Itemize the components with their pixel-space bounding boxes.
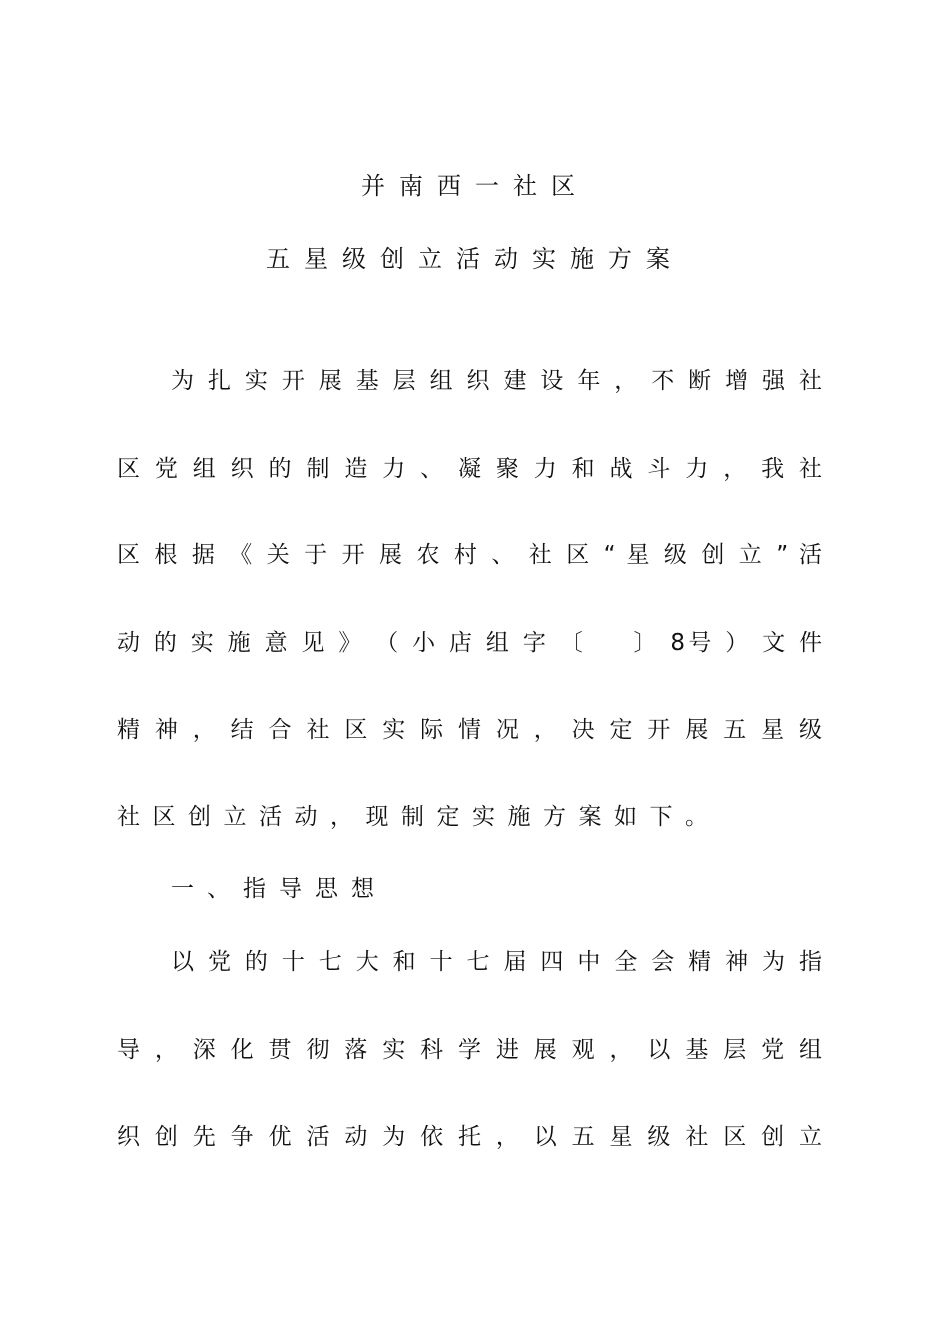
paragraph1-line: 区 党 组 织 的 制 造 力 、 凝 聚 力 和 战 斗 力 ， 我 社 (117, 456, 822, 482)
paragraph1-line: 动 的 实 施 意 见 》 （ 小 店 组 字 〔 〕 8号 ） 文 件 (117, 630, 822, 656)
document-title-line1: 并南西一社区 (361, 172, 589, 200)
section-heading: 一、指导思想 (171, 876, 387, 902)
paragraph2-line: 以 党 的 十 七 大 和 十 七 届 四 中 全 会 精 神 为 指 (171, 949, 822, 975)
paragraph1-line: 社区创立活动，现制定实施方案如下。 (117, 804, 721, 830)
paragraph1-line: 区 根 据 《 关 于 开 展 农 村 、 社 区 “ 星 级 创 立 ” 活 (117, 542, 822, 568)
paragraph2-line: 导 ， 深 化 贯 彻 落 实 科 学 进 展 观 ， 以 基 层 党 组 (117, 1037, 822, 1063)
paragraph1-line: 为 扎 实 开 展 基 层 组 织 建 设 年 ， 不 断 增 强 社 (171, 368, 822, 394)
paragraph2-line: 织 创 先 争 优 活 动 为 依 托 ， 以 五 星 级 社 区 创 立 (117, 1124, 822, 1150)
document-title-line2: 五星级创立活动实施方案 (266, 245, 684, 273)
paragraph1-line: 精 神 ， 结 合 社 区 实 际 情 况 ， 决 定 开 展 五 星 级 (117, 717, 822, 743)
